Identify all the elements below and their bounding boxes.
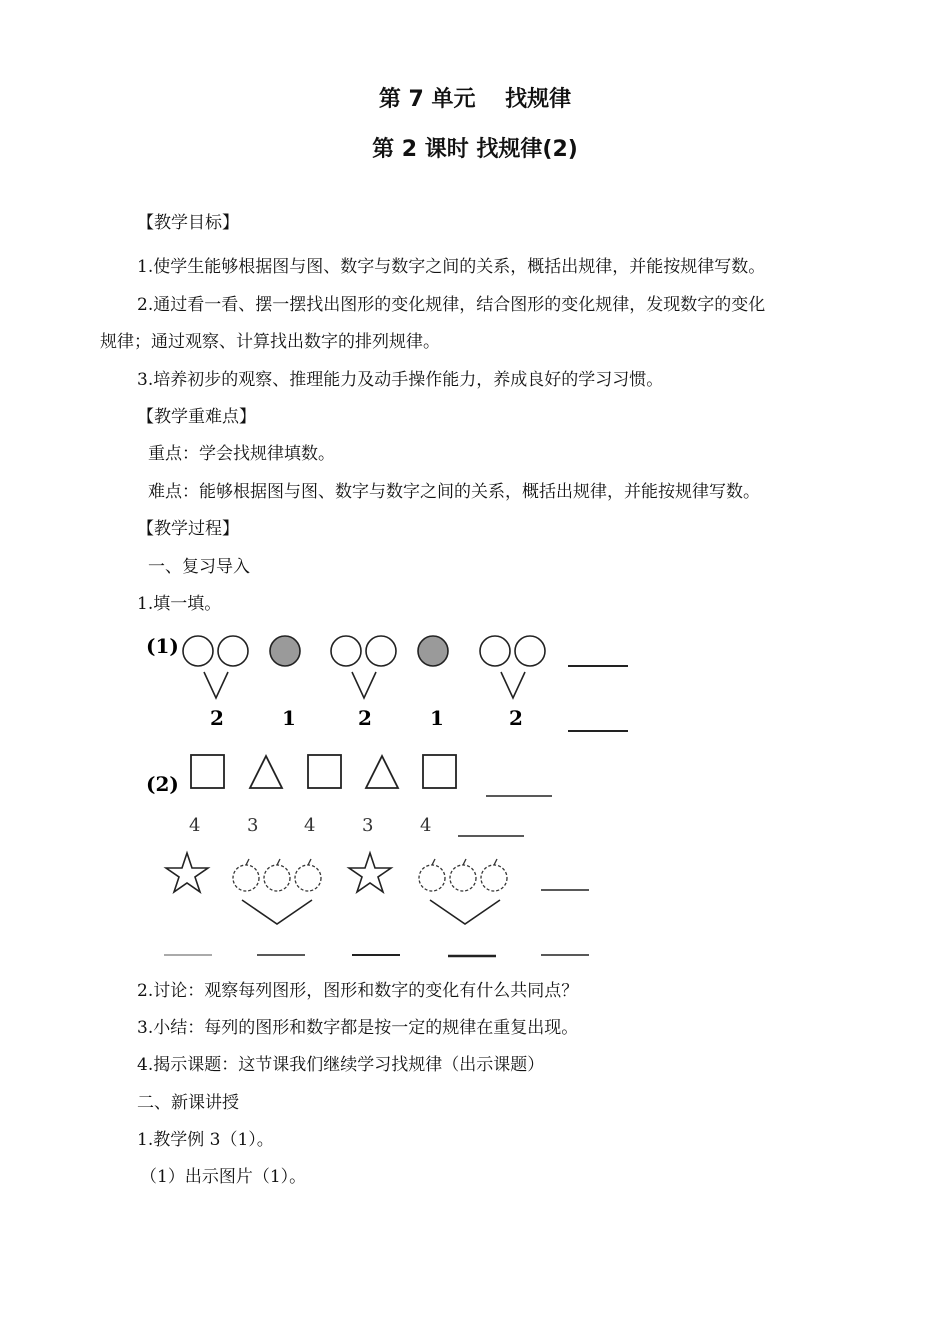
row2-number: 3 [247,815,259,836]
row2-number: 4 [189,815,201,836]
item-6: （1）出示图片（1）。 [140,1167,307,1187]
row1-number: 1 [282,706,296,730]
circle-icon [480,636,510,666]
circle-icon [183,636,213,666]
triangle-icon [366,756,398,788]
apple-icon [264,865,290,891]
circle-icon [331,636,361,666]
row2-number: 3 [362,815,374,836]
goal-3: 3.培养初步的观察、推理能力及动手操作能力，养成良好的学习习惯。 [137,370,664,390]
star-icon [166,853,208,892]
filled-circle-icon [418,636,448,666]
row2-number: 4 [304,815,316,836]
row1-number: 2 [210,706,224,730]
goal-2-line-1: 2.通过看一看、摆一摆找出图形的变化规律，结合图形的变化规律，发现数字的变化 [137,295,766,315]
pattern-figure [140,628,640,967]
row1-number: 2 [358,706,372,730]
label-2: (2) [146,772,179,796]
item-4: 4.揭示课题：这节课我们继续学习找规律（出示课题） [137,1055,545,1075]
row2-number: 4 [420,815,432,836]
star-icon [349,853,391,892]
item-2: 2.讨论：观察每列图形，图形和数字的变化有什么共同点？ [137,981,579,1001]
apple-icon [295,865,321,891]
square-icon [191,755,224,788]
goals-heading: 【教学目标】 [137,213,239,233]
v-bracket-icon [501,672,525,698]
goal-1: 1.使学生能够根据图与图、数字与数字之间的关系，概括出规律，并能按规律写数。 [137,257,766,277]
process-heading: 【教学过程】 [137,519,239,539]
label-1: (1) [146,634,179,658]
apple-icon [450,865,476,891]
row1-number: 1 [430,706,444,730]
apple-icon [481,865,507,891]
section-2-heading: 二、新课讲授 [137,1093,239,1113]
apple-icon [419,865,445,891]
circle-icon [515,636,545,666]
v-bracket-icon [242,900,312,924]
item-1: 1.填一填。 [137,594,222,614]
row1-number: 2 [509,706,523,730]
circle-icon [366,636,396,666]
circle-icon [218,636,248,666]
apple-icon [233,865,259,891]
key-point: 重点：学会找规律填数。 [148,444,335,464]
square-icon [423,755,456,788]
triangle-icon [250,756,282,788]
section-1-heading: 一、复习导入 [148,557,250,577]
goal-2-line-2: 规律；通过观察、计算找出数字的排列规律。 [100,332,440,352]
difficult-point: 难点：能够根据图与图、数字与数字之间的关系，概括出规律，并能按规律写数。 [148,482,760,502]
item-5: 1.教学例 3（1）。 [137,1130,274,1150]
v-bracket-icon [352,672,376,698]
key-heading: 【教学重难点】 [137,407,256,427]
v-bracket-icon [204,672,228,698]
unit-title: 第 7 单元 找规律 [378,87,572,112]
square-icon [308,755,341,788]
lesson-title: 第 2 课时 找规律(2) [372,137,578,162]
v-bracket-icon [430,900,500,924]
item-3: 3.小结：每列的图形和数字都是按一定的规律在重复出现。 [137,1018,579,1038]
filled-circle-icon [270,636,300,666]
